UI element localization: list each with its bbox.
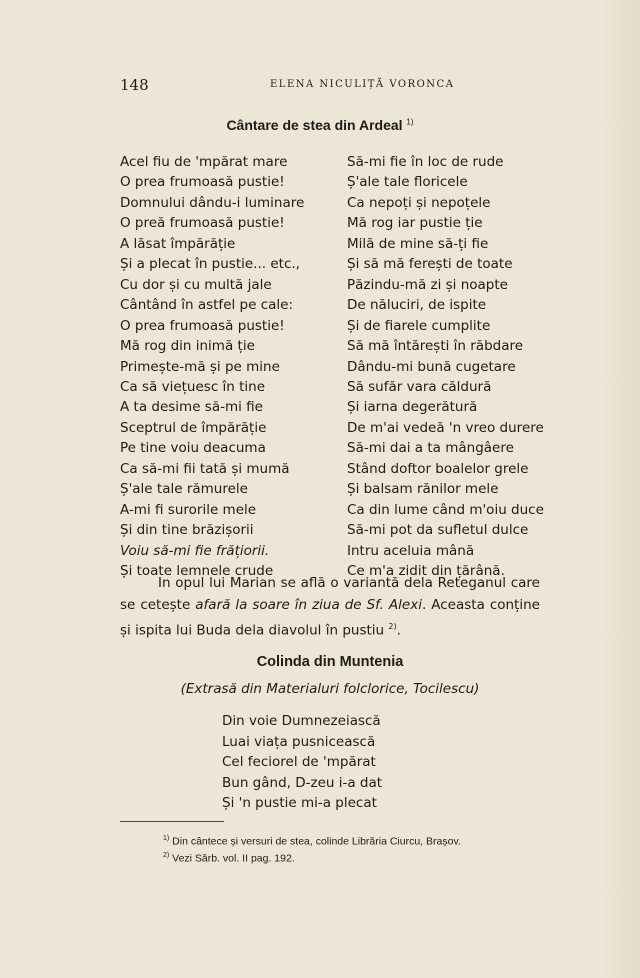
verse-line: Să-mi dai a ta mângâere — [347, 440, 514, 457]
verse-line: Ca să-mi fii tată și mumă — [120, 460, 290, 477]
verse-line: Și să mă ferești de toate — [347, 256, 513, 273]
paragraph-text-2: . Aceasta conține și ispita lui Buda dela diavolul în pustiu — [120, 597, 540, 639]
page-number: 148 — [120, 76, 149, 94]
verse-line: De năluciri, de ispite — [347, 297, 487, 314]
verse-line: Și de fiarele cumplite — [347, 317, 491, 334]
verse-line: Și iarna degerătură — [347, 399, 478, 416]
verse-line: Voiu să-mi fie frățiorii. — [120, 542, 270, 559]
verse-line: Și a plecat în pustie... etc., — [120, 256, 300, 273]
body-paragraph — [120, 572, 540, 642]
verse-line: Ș'ale tale floricele — [347, 174, 468, 191]
verse-line: Să-mi pot da sufletul dulce — [347, 522, 529, 539]
verse-line: Să-mi fie în loc de rude — [347, 154, 504, 170]
verse-line: Bun gând, D-zeu i-a dat — [222, 774, 383, 791]
footnote-text: Din cântece și versuri de stea, colinde Librăria Ciurcu, Brașov. — [169, 835, 461, 848]
verse-line: O prea frumoasă pustie! — [120, 174, 285, 191]
verse-line: Cântând în astfel pe cale: — [120, 297, 294, 314]
verse-line: Pe tine voiu deacuma — [120, 440, 266, 457]
verse-line: Mă rog din inimă ție — [120, 338, 255, 355]
colinda-title: Colinda din Muntenia — [256, 654, 404, 670]
paragraph-note-mark: 2) — [388, 622, 397, 631]
verse-line: Intru aceluia mână — [347, 542, 475, 559]
verse-line: Păzindu-mă zi și noapte — [347, 276, 508, 293]
footnote — [163, 849, 461, 866]
verse-line: Din voie Dumnezeiască — [222, 713, 381, 729]
footnotes — [163, 832, 461, 865]
verse-line: Să sufăr vara căldură — [347, 378, 492, 395]
verse-line: Și toate lemnele crude — [120, 563, 274, 580]
footnote-mark: 2) — [163, 851, 170, 859]
song-title-text: Cântare de stea din Ardeal — [226, 117, 403, 133]
verse-line: Milă de mine să-ți fie — [347, 235, 489, 252]
verse-line: Și 'n pustie mi-a plecat — [222, 795, 377, 812]
verse-column-right — [347, 152, 567, 582]
verse-line: O preă frumoasă pustie! — [120, 215, 285, 232]
verse-line: Să mă întărești în răbdare — [347, 338, 524, 355]
verse-line: Ca din lume când m'oiu duce — [347, 501, 544, 518]
verse-line: Cel feciorel de 'mpărat — [222, 754, 376, 771]
verse-line: Cu dor și cu multă jale — [120, 276, 272, 293]
running-head: ELENA NICULIȚĂ VORONCA — [270, 79, 455, 90]
verse-line: Stând doftor boalelor grele — [347, 460, 529, 477]
verse-line: Dându-mi bună cugetare — [347, 358, 516, 375]
page-header — [120, 76, 540, 96]
paragraph-text-3: . — [396, 622, 401, 639]
verse-line: Primește-mă și pe mine — [120, 358, 280, 375]
verse-line: Și balsam rănilor mele — [347, 481, 499, 498]
verse-line: A-mi fi surorile mele — [120, 501, 257, 518]
verse-line: Sceptrul de împărăție — [120, 419, 267, 436]
colinda-subtitle: (Extrasă din Materialuri folclorice, Tocilescu) — [180, 681, 480, 697]
song-title — [0, 117, 640, 133]
colinda-verses — [222, 711, 382, 814]
verse-line: Luai viața pusnicească — [222, 733, 376, 750]
verse-line: Și din tine brăzișorii — [120, 522, 254, 539]
footnote-rule — [120, 821, 224, 822]
paragraph-text-1: In opul lui Marian se află o variantă dela Reteganul care se cetește — [120, 575, 540, 613]
verse-line: O prea frumoasă pustie! — [120, 317, 285, 334]
page-edge-shade — [600, 0, 640, 978]
verse-line: De m'ai vedeă 'n vreo durere — [347, 419, 544, 436]
verse-line: Ca să viețuesc în tine — [120, 378, 266, 395]
verse-line: A ta desime să-mi fie — [120, 399, 263, 416]
verse-line: Ș'ale tale rămurele — [120, 481, 248, 498]
verse-column-left — [120, 152, 340, 582]
verse-line: Acel fiu de 'mpărat mare — [120, 154, 288, 170]
footnote — [163, 832, 461, 849]
verse-line: Ce m'a zidit din țărână. — [347, 563, 505, 580]
verse-line: A lăsat împărăție — [120, 235, 236, 252]
verse-line: Domnului dându-i luminare — [120, 194, 305, 211]
verse-line: Ca nepoți și nepoțele — [347, 194, 491, 211]
paragraph-italic-phrase: afară la soare în ziua de Sf. Alexi — [195, 597, 422, 613]
footnote-text: Vezi Sărb. vol. II pag. 192. — [169, 852, 295, 864]
footnote-mark: 1) — [163, 835, 170, 842]
song-title-note-mark: 1) — [406, 117, 414, 127]
verse-line: Mă rog iar pustie ție — [347, 215, 483, 232]
